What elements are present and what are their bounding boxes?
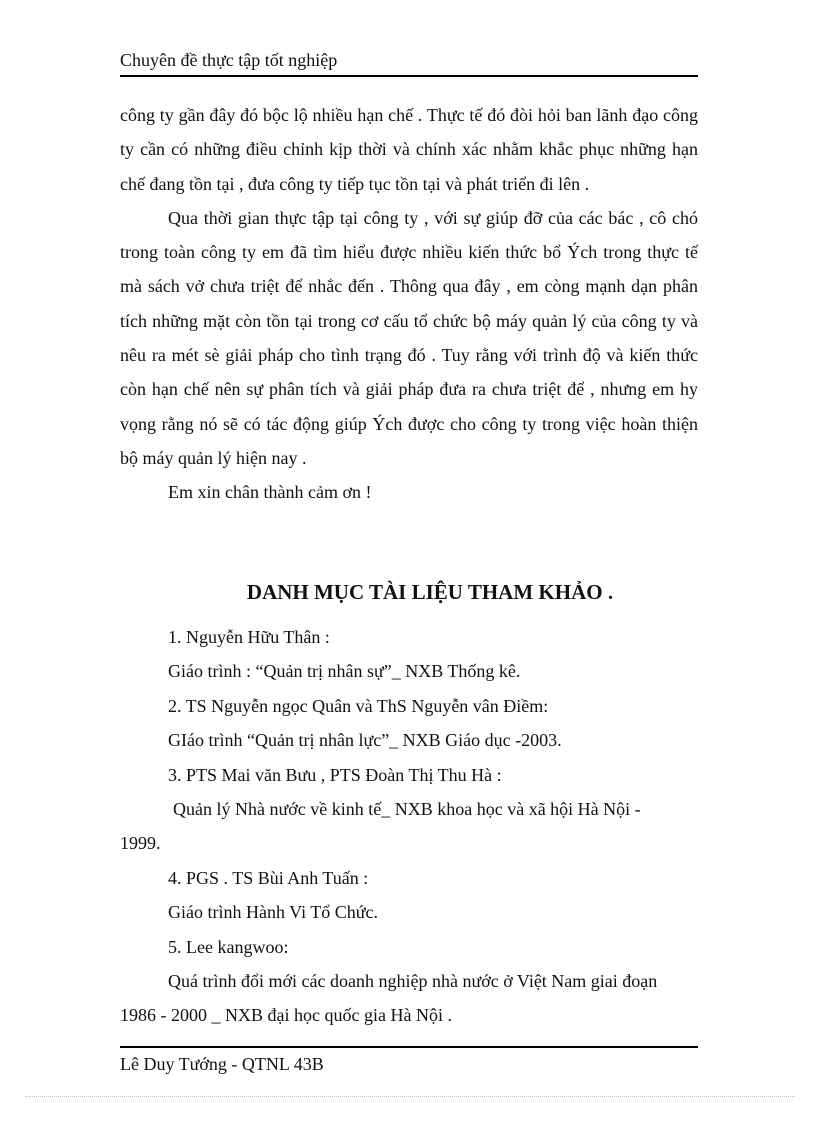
paragraph-thanks-context: Qua thời gian thực tập tại công ty , với sự giúp đỡ của các bác , cô chó trong toàn công ty em đã tìm hiểu được nhiều kiến thức bổ Ých trong thực tế mà sách vở chưa triệt để nhắc đến . Thông qua đây , em còng mạnh dạn phân tích những mặt còn tồn tại trong cơ cấu tổ chức bộ máy quản lý của công ty và nêu ra mét sè giải pháp cho tình trạng đó . Tuy rằng với trình độ và kiến thức còn hạn chế nên sự phân tích và giải pháp đưa ra chưa triệt để , nhưng em hy vọng rằng nó sẽ có tác động giúp Ých được cho công ty trong việc hoàn thiện bộ máy quản lý hiện nay . — [120, 207, 698, 468]
page-footer: Lê Duy Tướng - QTNL 43B — [120, 1046, 698, 1075]
reference-author: 1. Nguyễn Hữu Thân : — [168, 627, 330, 647]
reference-work: Giáo trình : “Quản trị nhân sự”_ NXB Thống kê. — [168, 661, 521, 682]
reference-author: 3. PTS Mai văn Bưu , PTS Đoàn Thị Thu Hà : — [168, 764, 502, 785]
references-title: DANH MỤC TÀI LIỆU THAM KHẢO . — [246, 580, 614, 604]
paragraph-conclusion: công ty gần đây đó bộc lộ nhiều hạn chế . Thực tế đó đòi hỏi ban lãnh đạo công ty cần có những điều chỉnh kịp thời và chính xác nhằm khắc phục những hạn chế đang tồn tại , đưa công ty tiếp tục tồn tại và phát triển đi lên . — [120, 105, 698, 194]
reference-work-continued: 1986 - 2000 _ NXB đại học quốc gia Hà Nội . — [120, 1005, 452, 1026]
reference-work-continued: 1999. — [120, 833, 161, 854]
footer-divider — [25, 1096, 795, 1097]
reference-work: GIáo trình “Quản trị nhân lực”_ NXB Giáo dục -2003. — [168, 730, 562, 751]
reference-author: 4. PGS . TS Bùi Anh Tuấn : — [168, 867, 369, 888]
reference-work: Giáo trình Hành Vi Tổ Chức. — [168, 902, 378, 923]
reference-author: 2. TS Nguyễn ngọc Quân và ThS Nguyễn vân Điềm: — [168, 695, 549, 716]
reference-work: Quá trình đổi mới các doanh nghiệp nhà nước ở Việt Nam giai đoạn — [168, 971, 658, 992]
reference-author: 5. Lee kangwoo: — [168, 936, 289, 957]
paragraph-thanks: Em xin chân thành cảm ơn ! — [168, 482, 372, 503]
body-text — [120, 98, 698, 510]
references-list — [120, 620, 698, 1033]
page-header: Chuyên đề thực tập tốt nghiệp — [120, 50, 698, 77]
reference-work: Quản lý Nhà nước về kinh tế_ NXB khoa học và xã hội Hà Nội - — [173, 799, 641, 820]
